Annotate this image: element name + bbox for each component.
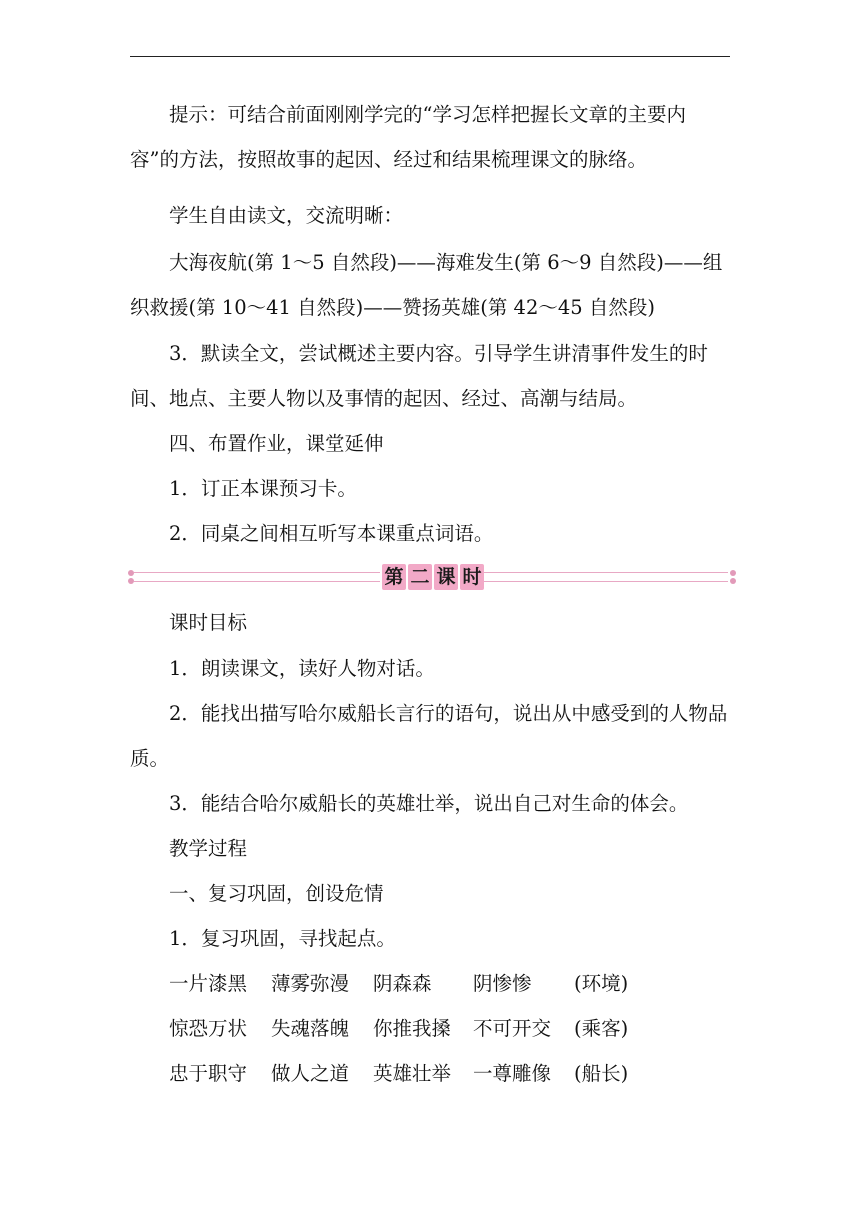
lesson-divider [128,564,740,590]
word-cell: 一片漆黑 [169,972,248,995]
divider-char: 课 [434,564,458,590]
divider-char: 二 [408,564,432,590]
header-rule [130,56,730,57]
students-read-line: 学生自由读文，交流明晰： [169,204,404,227]
homework-item-2: 2．同桌之间相互听写本课重点词语。 [169,522,494,545]
divider-badge [382,564,484,590]
goal-item-1: 1．朗读课文，读好人物对话。 [169,657,435,680]
divider-dot [730,570,736,576]
goals-heading: 课时目标 [169,611,248,634]
homework-item-1: 1．订正本课预习卡。 [169,477,357,500]
word-cell: 阴森森 [373,972,432,995]
word-cell: 做人之道 [271,1062,350,1085]
outline-paragraph: 大海夜航(第 1～5 自然段)——海难发生(第 6～9 自然段)——组织救援(第 10～41 自然段)——赞扬英雄(第 42～45 自然段) [130,251,723,319]
divider-dot [730,578,736,584]
word-category-label: (船长) [574,1062,629,1085]
process-heading: 教学过程 [169,837,248,860]
divider-dot [128,570,134,576]
word-cell: 惊恐万状 [169,1017,248,1040]
goal-item-2: 2．能找出描写哈尔威船长言行的语句，说出从中感受到的人物品质。 [130,702,728,770]
step1-heading: 一、复习巩固，创设危情 [169,882,384,905]
divider-rail-left [134,572,380,582]
word-cell: 你推我搡 [373,1017,452,1040]
hint-paragraph: 提示：可结合前面刚刚学完的“学习怎样把握长文章的主要内容”的方法，按照故事的起因、经过和结果梳理课文的脉络。 [130,103,686,171]
divider-rail-right [484,572,728,582]
section4-heading: 四、布置作业，课堂延伸 [169,432,384,455]
word-cell: 英雄壮举 [373,1062,452,1085]
step3-paragraph: 3．默读全文，尝试概述主要内容。引导学生讲清事件发生的时间、地点、主要人物以及事情的起因、经过、高潮与结局。 [130,342,708,410]
word-cell: 薄雾弥漫 [271,972,350,995]
word-cell: 忠于职守 [169,1062,248,1085]
word-cell: 失魂落魄 [271,1017,350,1040]
word-category-label: (环境) [574,972,629,995]
word-cell: 不可开交 [473,1017,552,1040]
step1-item-1: 1．复习巩固，寻找起点。 [169,927,396,950]
divider-dot [128,578,134,584]
divider-char: 时 [460,564,484,590]
divider-char: 第 [382,564,406,590]
word-cell: 阴惨惨 [473,972,532,995]
goal-item-3: 3．能结合哈尔威船长的英雄壮举，说出自己对生命的体会。 [169,792,689,815]
word-category-label: (乘客) [574,1017,629,1040]
word-cell: 一尊雕像 [473,1062,552,1085]
